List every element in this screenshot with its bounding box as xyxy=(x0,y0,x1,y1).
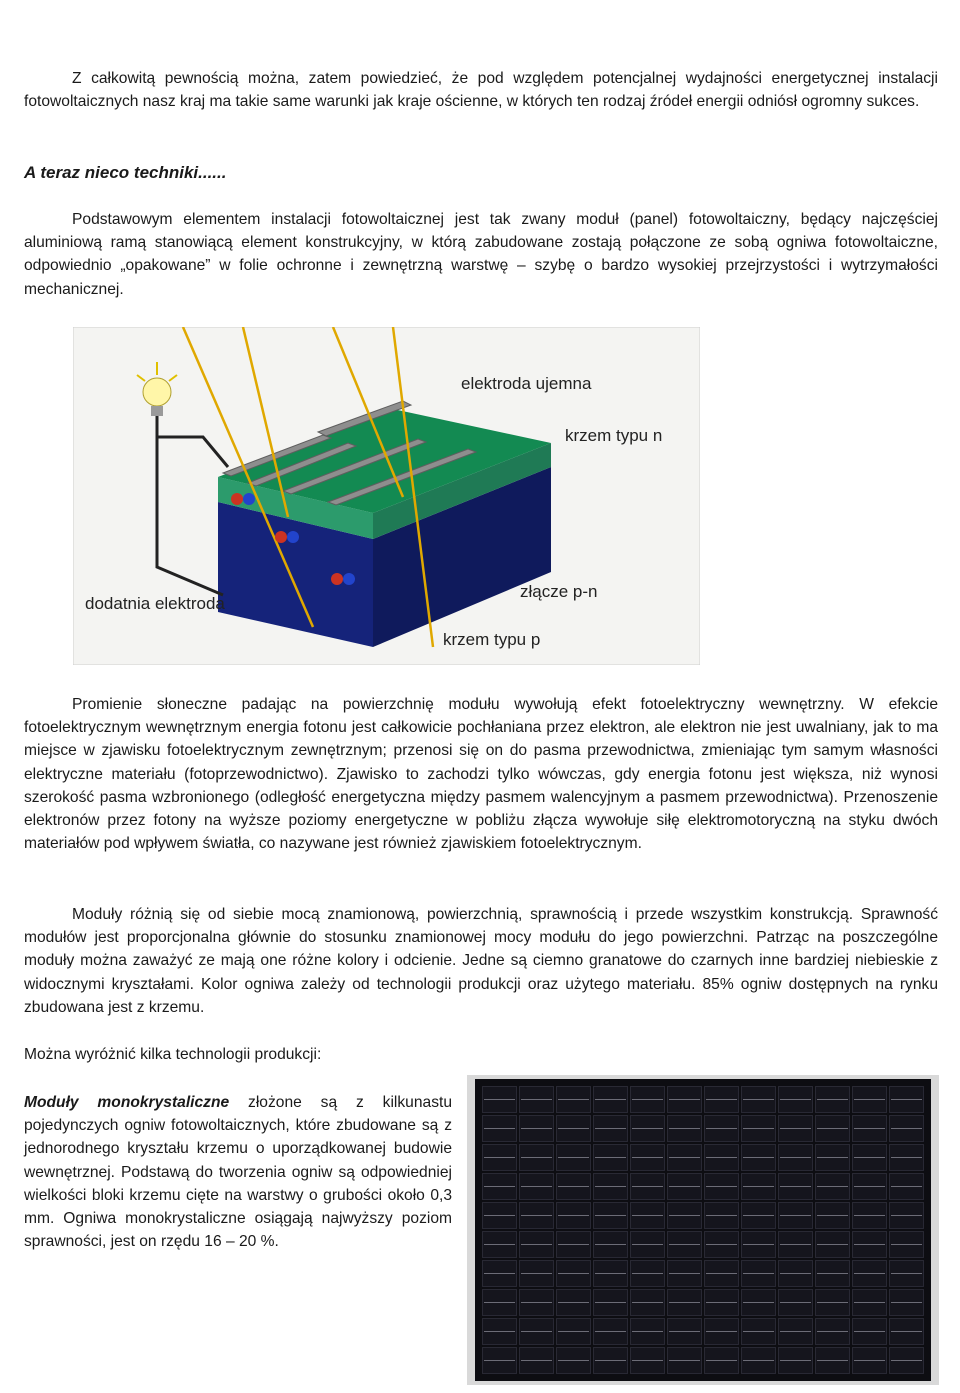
label-n-type: krzem typu n xyxy=(565,426,663,445)
mono-paragraph xyxy=(24,1091,452,1253)
technologies-intro: Można wyróżnić kilka technologii produkcji: xyxy=(24,1046,322,1063)
effect-paragraph: Promienie słoneczne padając na powierzchnię modułu wywołują efekt fotoelektryczny wewnętrzny. W efekcie fotoelektrycznym wewnętrznym energia fotonu jest całkowicie pochłaniana przez elektron, ale elektron nie jest uwalniany, jak to ma miejsce w zjawisku fotoelektrycznym zewnętrznym; przenosi się on do pasma przewodnictwa, zmieniając tym samym własności elektryczne materiału (fotoprzewodnictwo). Zjawisko to zachodzi tylko wówczas, gdy energia fotonu jest większa, niż wynosi szerokość pasma wzbronionego (odległość energetyczna między pasmem walencyjnym a pasmem przewodnictwa). Przenoszenie elektronów przez fotony na wyższe poziomy energetyczne w pobliżu złącza wywołuje siłę elektromotoryczną na styku dwóch materiałów pod wpływem światła, co nazywane jest również zjawiskiem fotoelektrycznym. xyxy=(24,696,938,853)
mono-text: złożone są z kilkunastu pojedynczych ogniw fotowoltaicznych, które zbudowane są z jednorodnego kryształu krzemu o uporządkowanej budowie wewnętrznej. Podstawą do tworzenia ogniw są odpowiedniej wielkości bloki krzemu cięte na warstwy o grubości około 0,3 mm. Ogniwa monokrystaliczne osiągają najwyższy poziom sprawności, jest on rzędu 16 – 20 %. xyxy=(24,1094,452,1251)
solar-cell-diagram xyxy=(73,327,700,665)
label-negative-electrode: elektroda ujemna xyxy=(461,374,592,393)
label-p-type: krzem typu p xyxy=(443,630,541,649)
intro-paragraph: Z całkowitą pewnością można, zatem powiedzieć, że pod względem potencjalnej wydajności energetycznej instalacji fotowoltaicznych nasz kraj ma takie same warunki jak kraje ościenne, w których ten rodzaj źródeł energii odniósł ogromny sukces. xyxy=(24,70,938,111)
label-pn-junction: złącze p-n xyxy=(520,582,598,601)
monocrystalline-panel-photo xyxy=(467,1075,939,1385)
section-heading: A teraz nieco techniki...... xyxy=(24,163,227,182)
label-positive-electrode: dodatnia elektroda xyxy=(85,594,225,613)
mono-title: Moduły monokrystaliczne xyxy=(24,1094,230,1111)
module-paragraph: Podstawowym elementem instalacji fotowoltaicznej jest tak zwany moduł (panel) fotowoltaiczny, będący najczęściej aluminiową ramą stanowiącą element konstrukcyjny, w którą zabudowane zostają połączone ze sobą ogniwa fotowoltaiczne, odpowiednio „opakowane” w folie ochronne i zewnętrzną warstwę – szybę o bardzo wysokiej przejrzystości i wytrzymałości mechanicznej. xyxy=(24,211,938,298)
modules-paragraph: Moduły różnią się od siebie mocą znamionową, powierzchnią, sprawnością i przede wszystkim konstrukcją. Sprawność modułów jest proporcjonalna głównie do stosunku znamionowej mocy modułu do jego powierzchni. Patrząc na poszczególne moduły można zaważyć ze mają one różne kolory i odcienie. Jedne są ciemno granatowe do czarnych inne bardziej niebieskie z widocznymi kryształami. Kolor ogniwa zależy od technologii produkcji oraz użytego materiału. 85% ogniw dostępnych na rynku zbudowana jest z krzemu. xyxy=(24,906,938,1016)
